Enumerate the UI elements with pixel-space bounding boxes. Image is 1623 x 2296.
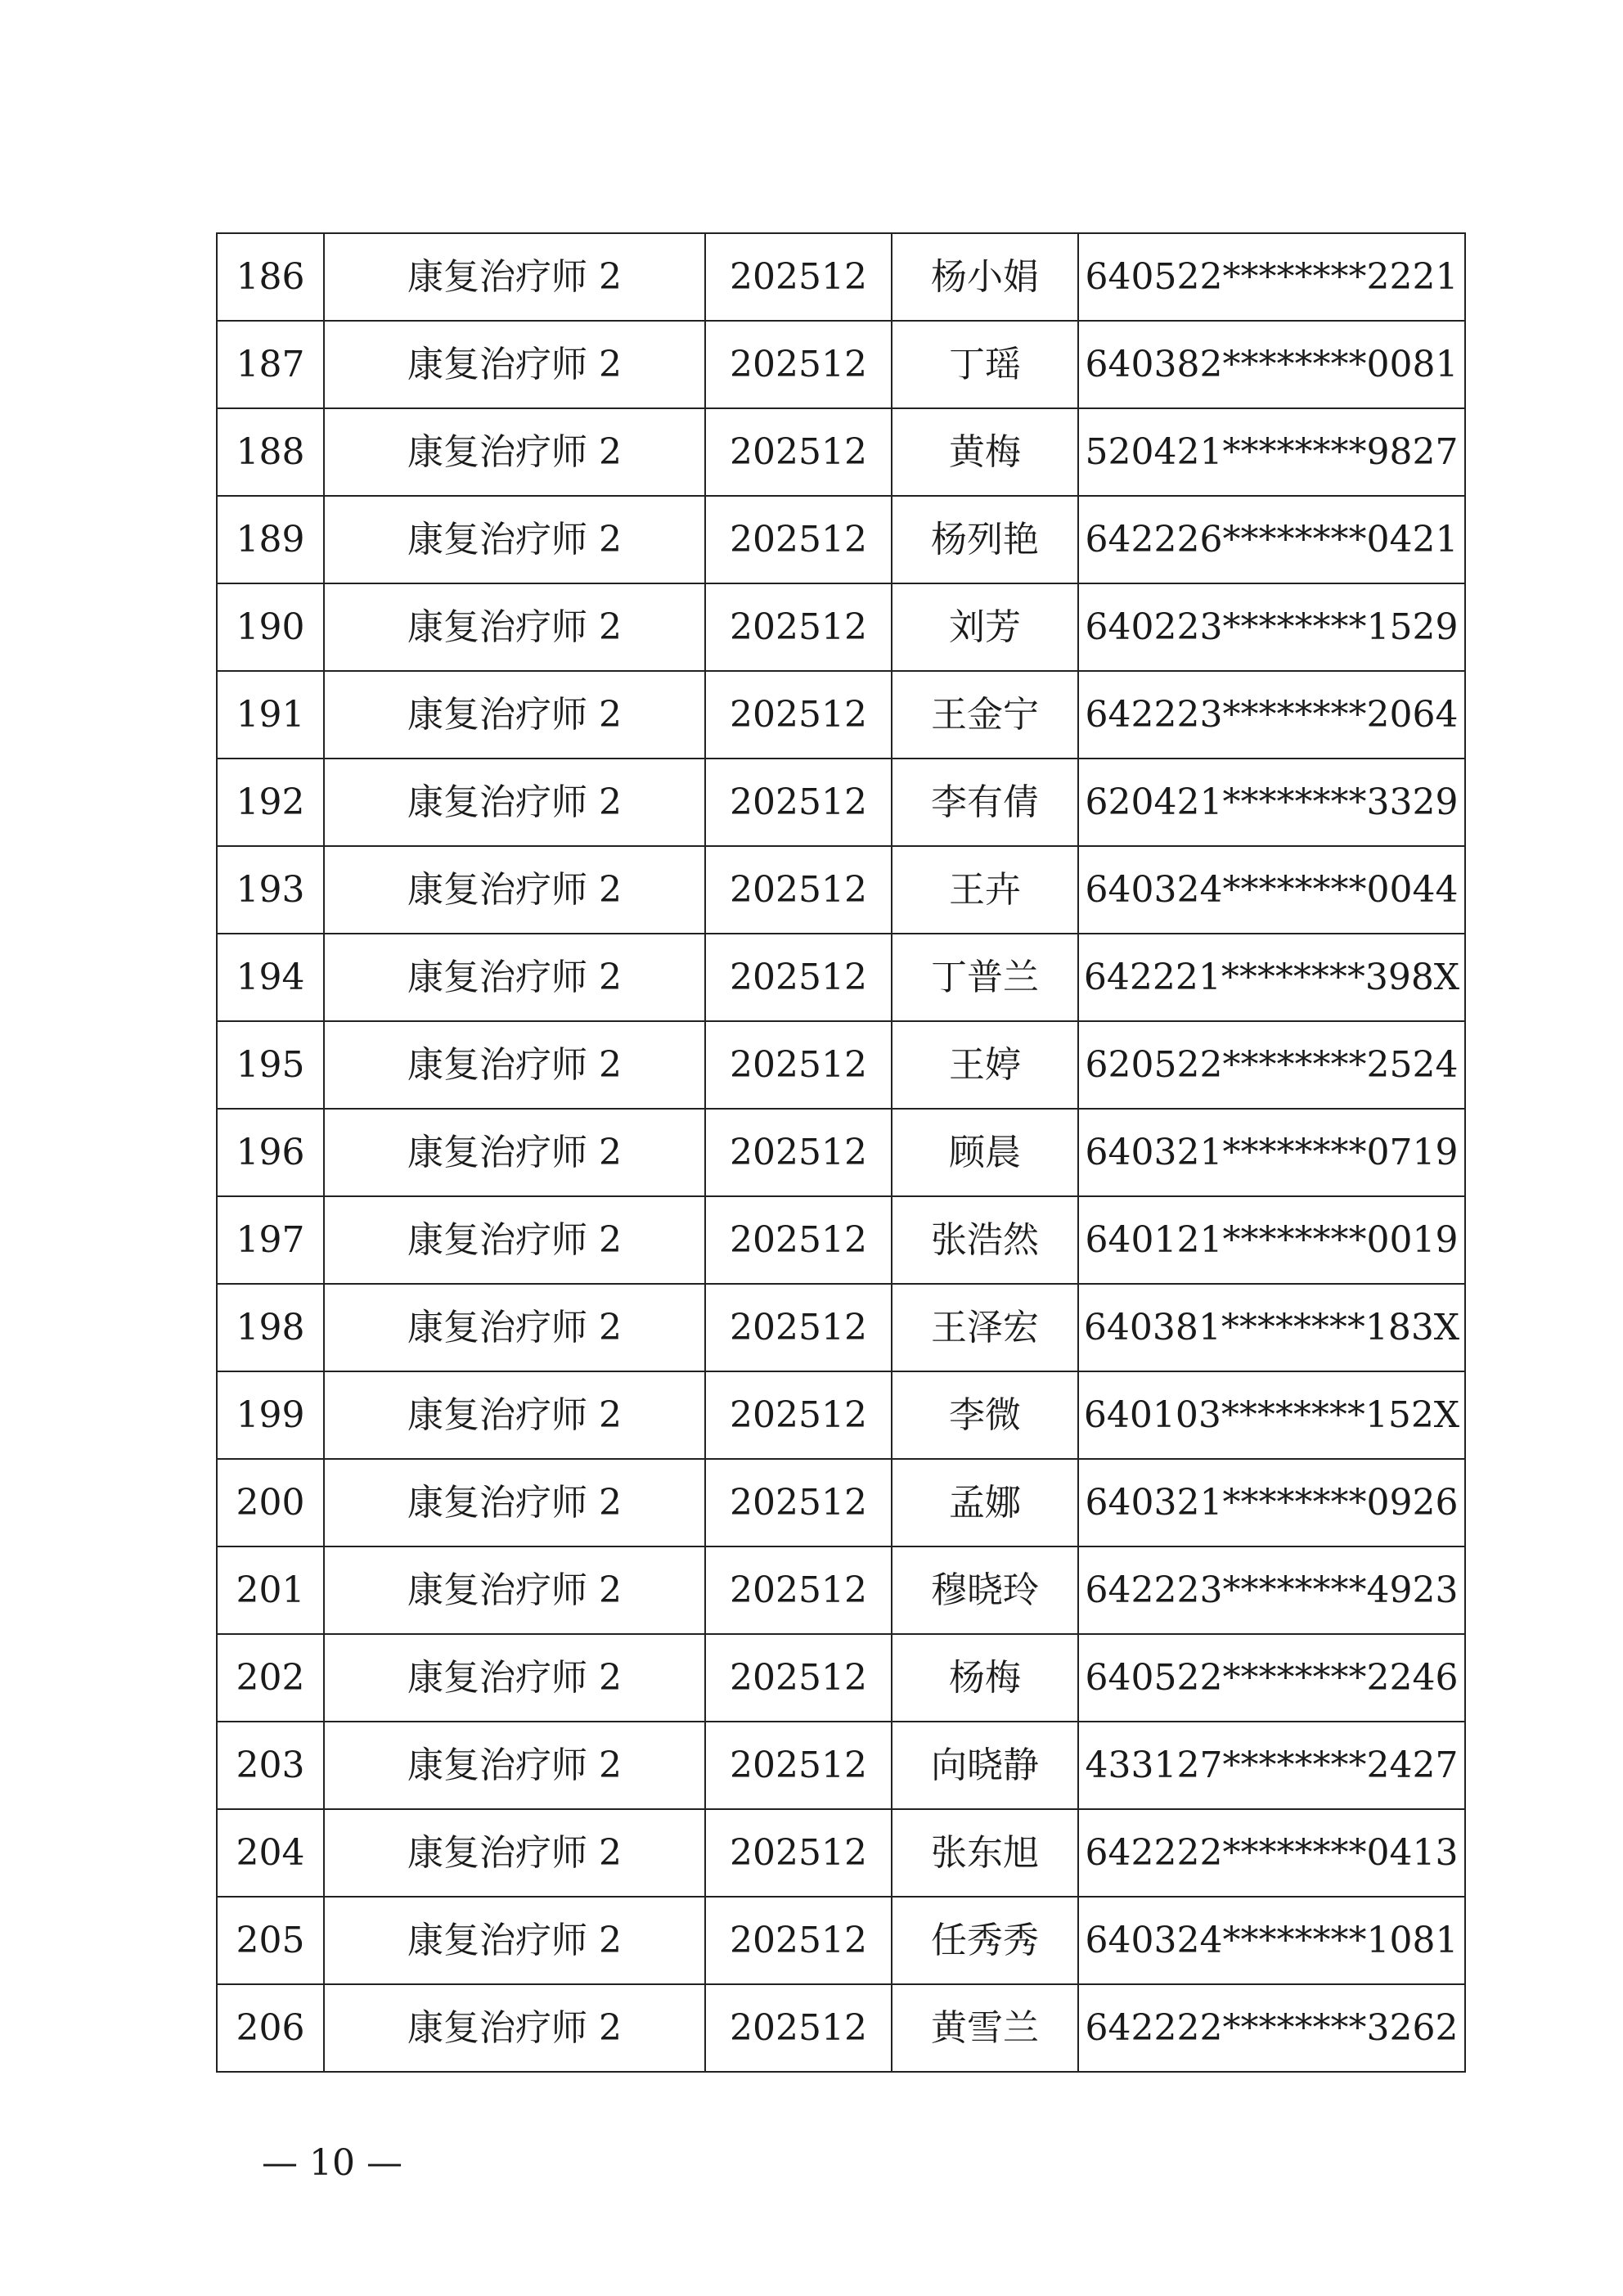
position-cell: 康复治疗师 2 xyxy=(324,1021,705,1109)
position-cell: 康复治疗师 2 xyxy=(324,934,705,1021)
row-number-cell: 193 xyxy=(217,846,324,934)
name-cell: 王卉 xyxy=(892,846,1078,934)
id-number-cell: 642223********2064 xyxy=(1078,671,1465,759)
row-number-cell: 190 xyxy=(217,583,324,671)
name-cell: 顾晨 xyxy=(892,1109,1078,1196)
name-cell: 黄梅 xyxy=(892,408,1078,496)
position-cell: 康复治疗师 2 xyxy=(324,671,705,759)
table-row xyxy=(217,1284,1465,1371)
id-number-cell: 640121********0019 xyxy=(1078,1196,1465,1284)
name-cell: 孟娜 xyxy=(892,1459,1078,1546)
table-row xyxy=(217,408,1465,496)
row-number-cell: 187 xyxy=(217,321,324,408)
position-code-cell: 202512 xyxy=(705,1546,892,1634)
row-number-cell: 196 xyxy=(217,1109,324,1196)
position-cell: 康复治疗师 2 xyxy=(324,1546,705,1634)
name-cell: 杨梅 xyxy=(892,1634,1078,1722)
roster-table-container xyxy=(216,232,1464,2073)
id-number-cell: 640381********183X xyxy=(1078,1284,1465,1371)
id-number-cell: 640321********0926 xyxy=(1078,1459,1465,1546)
row-number-cell: 202 xyxy=(217,1634,324,1722)
roster-table-body xyxy=(217,233,1465,2072)
position-code-cell: 202512 xyxy=(705,496,892,583)
position-code-cell: 202512 xyxy=(705,233,892,321)
position-code-cell: 202512 xyxy=(705,1109,892,1196)
table-row xyxy=(217,583,1465,671)
name-cell: 刘芳 xyxy=(892,583,1078,671)
table-row xyxy=(217,496,1465,583)
table-row xyxy=(217,1984,1465,2072)
name-cell: 向晓静 xyxy=(892,1722,1078,1809)
position-code-cell: 202512 xyxy=(705,1722,892,1809)
position-cell: 康复治疗师 2 xyxy=(324,1722,705,1809)
table-row xyxy=(217,1459,1465,1546)
position-code-cell: 202512 xyxy=(705,1284,892,1371)
position-cell: 康复治疗师 2 xyxy=(324,583,705,671)
row-number-cell: 199 xyxy=(217,1371,324,1459)
id-number-cell: 640321********0719 xyxy=(1078,1109,1465,1196)
row-number-cell: 194 xyxy=(217,934,324,1021)
name-cell: 王泽宏 xyxy=(892,1284,1078,1371)
row-number-cell: 206 xyxy=(217,1984,324,2072)
name-cell: 丁瑶 xyxy=(892,321,1078,408)
name-cell: 张东旭 xyxy=(892,1809,1078,1897)
position-cell: 康复治疗师 2 xyxy=(324,321,705,408)
id-number-cell: 642221********398X xyxy=(1078,934,1465,1021)
id-number-cell: 640324********0044 xyxy=(1078,846,1465,934)
position-cell: 康复治疗师 2 xyxy=(324,408,705,496)
table-row xyxy=(217,1809,1465,1897)
id-number-cell: 642223********4923 xyxy=(1078,1546,1465,1634)
id-number-cell: 640382********0081 xyxy=(1078,321,1465,408)
row-number-cell: 195 xyxy=(217,1021,324,1109)
id-number-cell: 640522********2246 xyxy=(1078,1634,1465,1722)
name-cell: 任秀秀 xyxy=(892,1897,1078,1984)
position-cell: 康复治疗师 2 xyxy=(324,1459,705,1546)
position-cell: 康复治疗师 2 xyxy=(324,1196,705,1284)
id-number-cell: 520421********9827 xyxy=(1078,408,1465,496)
table-row xyxy=(217,1546,1465,1634)
position-cell: 康复治疗师 2 xyxy=(324,1109,705,1196)
name-cell: 李微 xyxy=(892,1371,1078,1459)
name-cell: 丁普兰 xyxy=(892,934,1078,1021)
row-number-cell: 197 xyxy=(217,1196,324,1284)
row-number-cell: 186 xyxy=(217,233,324,321)
table-row xyxy=(217,1371,1465,1459)
position-cell: 康复治疗师 2 xyxy=(324,846,705,934)
position-code-cell: 202512 xyxy=(705,846,892,934)
name-cell: 王金宁 xyxy=(892,671,1078,759)
row-number-cell: 189 xyxy=(217,496,324,583)
row-number-cell: 204 xyxy=(217,1809,324,1897)
position-cell: 康复治疗师 2 xyxy=(324,1284,705,1371)
id-number-cell: 620522********2524 xyxy=(1078,1021,1465,1109)
position-code-cell: 202512 xyxy=(705,1021,892,1109)
position-code-cell: 202512 xyxy=(705,1371,892,1459)
id-number-cell: 642222********0413 xyxy=(1078,1809,1465,1897)
table-row xyxy=(217,671,1465,759)
name-cell: 杨列艳 xyxy=(892,496,1078,583)
position-code-cell: 202512 xyxy=(705,321,892,408)
table-row xyxy=(217,321,1465,408)
position-cell: 康复治疗师 2 xyxy=(324,1897,705,1984)
position-cell: 康复治疗师 2 xyxy=(324,1809,705,1897)
name-cell: 杨小娟 xyxy=(892,233,1078,321)
table-row xyxy=(217,1634,1465,1722)
page-number: — 10 — xyxy=(262,2142,402,2184)
row-number-cell: 205 xyxy=(217,1897,324,1984)
name-cell: 张浩然 xyxy=(892,1196,1078,1284)
table-row xyxy=(217,1722,1465,1809)
position-cell: 康复治疗师 2 xyxy=(324,233,705,321)
position-code-cell: 202512 xyxy=(705,583,892,671)
name-cell: 穆晓玲 xyxy=(892,1546,1078,1634)
table-row xyxy=(217,1021,1465,1109)
position-code-cell: 202512 xyxy=(705,1809,892,1897)
row-number-cell: 200 xyxy=(217,1459,324,1546)
table-row xyxy=(217,233,1465,321)
row-number-cell: 201 xyxy=(217,1546,324,1634)
position-cell: 康复治疗师 2 xyxy=(324,1371,705,1459)
name-cell: 王婷 xyxy=(892,1021,1078,1109)
row-number-cell: 198 xyxy=(217,1284,324,1371)
table-row xyxy=(217,1196,1465,1284)
table-row xyxy=(217,846,1465,934)
position-code-cell: 202512 xyxy=(705,759,892,846)
id-number-cell: 640103********152X xyxy=(1078,1371,1465,1459)
id-number-cell: 620421********3329 xyxy=(1078,759,1465,846)
row-number-cell: 192 xyxy=(217,759,324,846)
roster-table xyxy=(216,232,1466,2073)
id-number-cell: 640522********2221 xyxy=(1078,233,1465,321)
position-code-cell: 202512 xyxy=(705,1634,892,1722)
table-row xyxy=(217,1897,1465,1984)
position-code-cell: 202512 xyxy=(705,671,892,759)
row-number-cell: 191 xyxy=(217,671,324,759)
table-row xyxy=(217,934,1465,1021)
id-number-cell: 642226********0421 xyxy=(1078,496,1465,583)
position-cell: 康复治疗师 2 xyxy=(324,496,705,583)
id-number-cell: 640223********1529 xyxy=(1078,583,1465,671)
position-code-cell: 202512 xyxy=(705,1984,892,2072)
row-number-cell: 188 xyxy=(217,408,324,496)
position-code-cell: 202512 xyxy=(705,934,892,1021)
position-code-cell: 202512 xyxy=(705,408,892,496)
table-row xyxy=(217,1109,1465,1196)
id-number-cell: 640324********1081 xyxy=(1078,1897,1465,1984)
position-cell: 康复治疗师 2 xyxy=(324,1634,705,1722)
id-number-cell: 433127********2427 xyxy=(1078,1722,1465,1809)
position-code-cell: 202512 xyxy=(705,1459,892,1546)
name-cell: 李有倩 xyxy=(892,759,1078,846)
table-row xyxy=(217,759,1465,846)
name-cell: 黄雪兰 xyxy=(892,1984,1078,2072)
row-number-cell: 203 xyxy=(217,1722,324,1809)
position-code-cell: 202512 xyxy=(705,1897,892,1984)
position-cell: 康复治疗师 2 xyxy=(324,1984,705,2072)
position-code-cell: 202512 xyxy=(705,1196,892,1284)
id-number-cell: 642222********3262 xyxy=(1078,1984,1465,2072)
position-cell: 康复治疗师 2 xyxy=(324,759,705,846)
